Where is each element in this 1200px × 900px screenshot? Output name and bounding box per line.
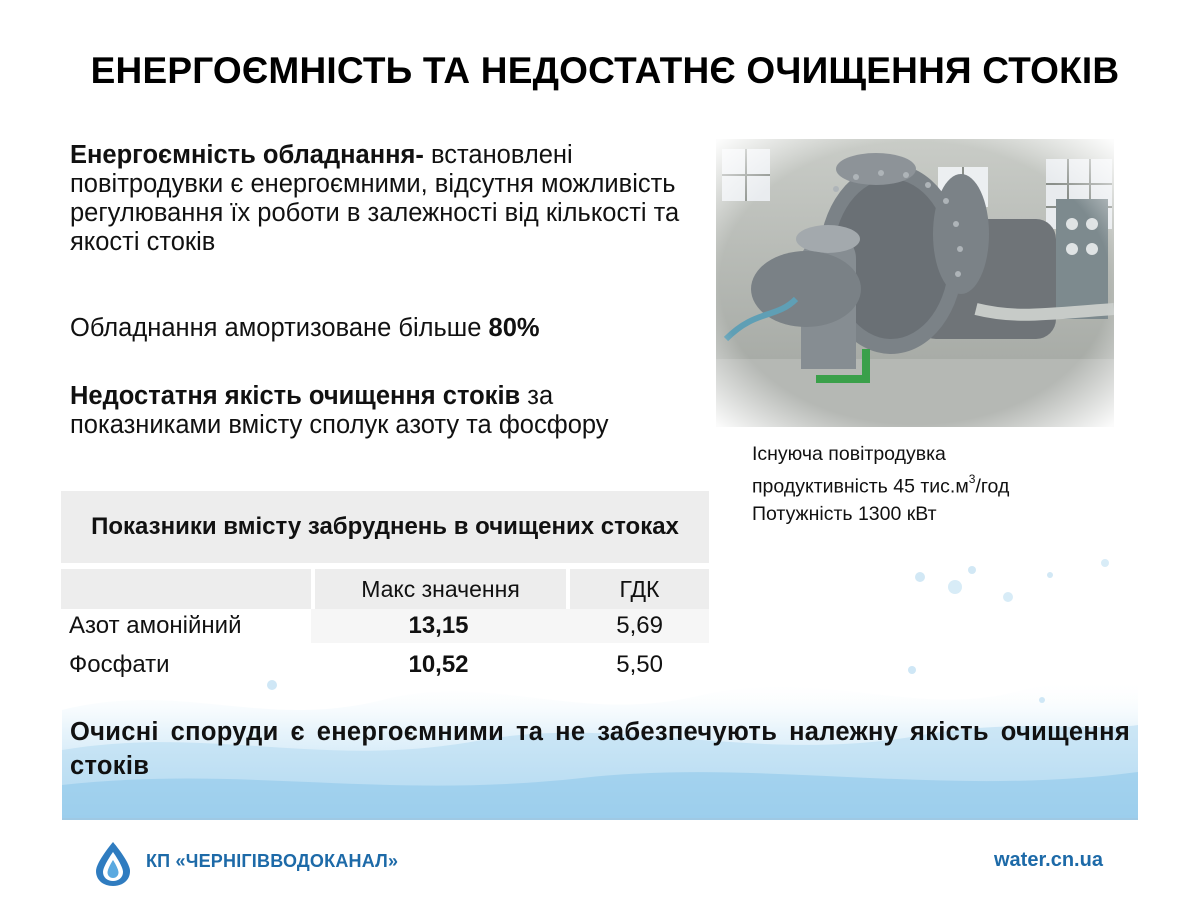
organization-name: КП «ЧЕРНІГІВВОДОКАНАЛ» [146, 851, 399, 871]
photo-caption [752, 441, 1009, 528]
footer-divider [62, 818, 1138, 820]
table-row [61, 609, 709, 643]
pollutants-table [61, 491, 709, 687]
depreciation-text: Обладнання амортизоване більше [70, 314, 489, 342]
blower-photo [716, 139, 1114, 427]
row-limit: 5,69 [566, 609, 709, 643]
table-header-row [61, 569, 709, 609]
table-row [61, 643, 709, 687]
caption-capacity-sup: 3 [968, 472, 976, 486]
table-title-text: Показники вмісту забруднень в очищених стоках [91, 513, 679, 540]
row-max: 13,15 [311, 609, 566, 643]
row-limit: 5,50 [616, 651, 663, 678]
caption-capacity-text: продуктивність 45 тис.м [752, 475, 969, 498]
website-link[interactable]: water.cn.ua [994, 849, 1103, 871]
conclusion-text: Очисні споруди є енергоємними та не забезпечують належну якість очищення стоків [70, 718, 1130, 780]
depreciation-paragraph [70, 314, 680, 343]
table-header-limit: ГДК [566, 569, 709, 609]
page-title: ЕНЕРГОЄМНІСТЬ ТА НЕДОСТАТНЄ ОЧИЩЕННЯ СТОКІВ [90, 50, 1120, 91]
water-drops-decoration [900, 555, 1130, 615]
quality-paragraph-lead: Недостатня якість очищення стоків [70, 382, 521, 410]
row-name: Азот амонійний [69, 612, 242, 639]
energy-paragraph-lead: Енергоємність обладнання- [70, 141, 424, 169]
caption-line-1: Існуюча повітродувка [752, 443, 946, 465]
row-max: 10,52 [408, 651, 469, 678]
quality-paragraph [70, 382, 680, 440]
row-name: Фосфати [69, 651, 170, 678]
caption-line-3: Потужність 1300 кВт [752, 502, 937, 525]
energy-paragraph-text: встановлені повітродувки є енергоємними, відсутня можливість регулювання їх роботи в залежності від кількості та якості стоків [70, 141, 680, 256]
caption-line-2 [752, 468, 1009, 501]
table-title [61, 491, 709, 569]
table-header-max: Макс значення [311, 569, 566, 609]
quality-paragraph-text: за показниками вмісту сполук азоту та фосфору [70, 382, 609, 439]
water-drop-logo-icon [92, 840, 134, 888]
caption-capacity-unit: /год [975, 475, 1010, 498]
table-header-empty [61, 569, 311, 609]
energy-paragraph [70, 141, 680, 257]
depreciation-value: 80% [488, 314, 540, 342]
